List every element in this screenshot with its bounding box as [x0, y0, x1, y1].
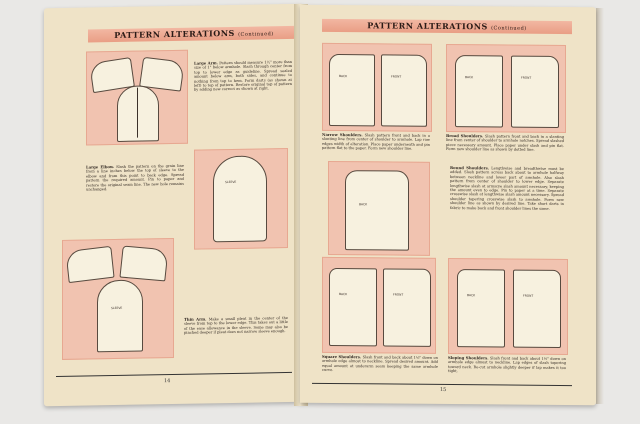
sloping-shoulders-illustration [448, 258, 568, 355]
large-arm-body: Pattern should measure 1½" more than size of 1" below armhole. Slash through center from top to lower edge as guideline. Spread sealed amount below arm, both sides, and continue to nothing from top to hem. Form darts (as shown at left) to top of pattern. Restore original top of pattern by adding new correct as shown at right. [194, 59, 292, 93]
left-page-number: 14 [164, 378, 171, 385]
right-header-bar [322, 19, 572, 34]
large-elbow-illustration [194, 148, 288, 250]
large-arm-caption [194, 60, 292, 93]
broad-shoulders-body: Slash pattern front and back in a slanting line from center of shoulder to armhole notches. Spread slashed piece necessary amount. Place paper under slash and pin flat. Form new shoulder line as shown by dotted line. [446, 134, 564, 152]
left-header-bar [88, 26, 300, 43]
broad-shoulders-illustration [446, 44, 566, 133]
square-front-piece [383, 268, 431, 346]
left-page [44, 4, 302, 407]
round-shoulders-illustration [328, 161, 430, 256]
narrow-front-piece [381, 54, 427, 126]
broad-back-piece [455, 55, 503, 127]
elbow-sleeve-piece [213, 155, 267, 242]
sloping-shoulders-body: Slash front and back about 1½" down on armhole edge almost to neckline. Lap edges of slash tapering toward neck. Re-cut armhole slightly deeper if lap makes it too tight. [448, 356, 566, 374]
large-elbow-body: Slash the pattern on the grain line from a line inches below the top of sleeve to the elbow and from this point to back edge. Spread pattern the required amount. Pin to paper and restore the original seam line. The new hole remains unchanged. [86, 163, 184, 192]
round-shoulders-body: Lengthwise and breadthwise must be added. Slash pattern across back about to armhole halfway between neckline and lower part of armhole. Also slash pattern from center of shoulder to lower edge. Separate lengthwise slash at armscye slash amount necessary, keeping the amount even to edge. Pin to paper at a time. Separate crosswise slash at lengthwise slash amount necessary. Spread shoulder tapering crosswise slash to armhole. Form new shoulder line as shown by desired line. Take short darts in fabric to make back and front shoulder lines the same. [450, 166, 564, 211]
broad-back-label: BACK [465, 75, 474, 80]
sloping-front-label: FRONT [523, 293, 534, 298]
right-page-number: 15 [440, 386, 447, 393]
narrow-shoulders-body: Slash pattern front and back in a slanting line from center of shoulder to armhole. Lap raw edges width of alteration. Place paper underneath and pin pattern flat to the paper. Form new shoulder line. [322, 133, 430, 151]
thin-arm-body: Make a small pleat in the center of the sleeve from top to the lower edge. This takes out a little of the ease allowance in the sleeve. Some may also be pinched deeper if pleat does not narrow sleeve enough. [184, 315, 288, 336]
round-shoulders-caption [450, 166, 564, 211]
narrow-shoulders-caption [322, 133, 430, 152]
square-shoulders-heading: Square Shoulders. [322, 353, 362, 360]
thin-arm-caption [184, 316, 288, 335]
broad-shoulders-heading: Broad Shoulders. [446, 132, 484, 139]
thin-arm-illustration [62, 238, 174, 360]
sloping-back-piece [457, 269, 505, 347]
narrow-back-piece [329, 54, 375, 126]
sloping-shoulders-heading: Sloping Shoulders. [448, 355, 489, 361]
right-footer-rule [312, 383, 572, 386]
right-header-title: PATTERN ALTERATIONS [367, 20, 488, 32]
round-back-label: BACK [359, 202, 368, 207]
square-back-label: BACK [339, 292, 348, 297]
narrow-back-label: BACK [339, 74, 348, 79]
square-shoulders-caption [322, 355, 438, 374]
broad-front-piece [511, 56, 559, 128]
square-shoulders-illustration [322, 257, 436, 354]
thin-sleeve-left [65, 246, 114, 283]
broad-front-label: FRONT [521, 75, 532, 80]
sloping-front-piece [513, 270, 561, 348]
slash-line [137, 88, 138, 138]
left-footer-rule [56, 372, 292, 377]
right-page [300, 5, 596, 406]
round-back-piece [345, 170, 409, 251]
book-edge-shadow [596, 8, 604, 404]
square-shoulders-body: Slash front and back about 1½" down on armhole edge almost to neckline. Spread desired amount. Add equal amount at underarm seam keeping the same armhole curve. [322, 355, 438, 373]
sloping-shoulders-caption [448, 356, 566, 375]
right-header-continued: (Continued) [491, 25, 527, 32]
broad-shoulders-caption [446, 134, 564, 153]
narrow-shoulders-heading: Narrow Shoulders. [322, 131, 363, 138]
left-header-continued: (Continued) [238, 31, 274, 38]
large-arm-illustration [86, 50, 188, 146]
narrow-front-label: FRONT [391, 74, 402, 79]
elbow-piece-label: SLEEVE [225, 179, 237, 185]
large-arm-heading: Large Arm. [194, 60, 218, 66]
sloping-back-label: BACK [467, 293, 476, 298]
square-back-piece [329, 268, 377, 346]
thin-sleeve-center [97, 280, 143, 353]
sleeve-piece-center [117, 85, 159, 142]
thin-sleeve-right [119, 246, 168, 282]
large-elbow-heading: Large Elbow. [86, 164, 115, 170]
left-header-title: PATTERN ALTERATIONS [114, 27, 235, 41]
thin-arm-heading: Thin Arm. [184, 316, 207, 322]
square-front-label: FRONT [393, 292, 404, 297]
round-shoulders-heading: Round Shoulders. [450, 165, 490, 171]
narrow-shoulders-illustration [322, 43, 432, 132]
large-elbow-caption [86, 164, 184, 192]
thin-piece-label: SLEEVE [111, 305, 123, 311]
